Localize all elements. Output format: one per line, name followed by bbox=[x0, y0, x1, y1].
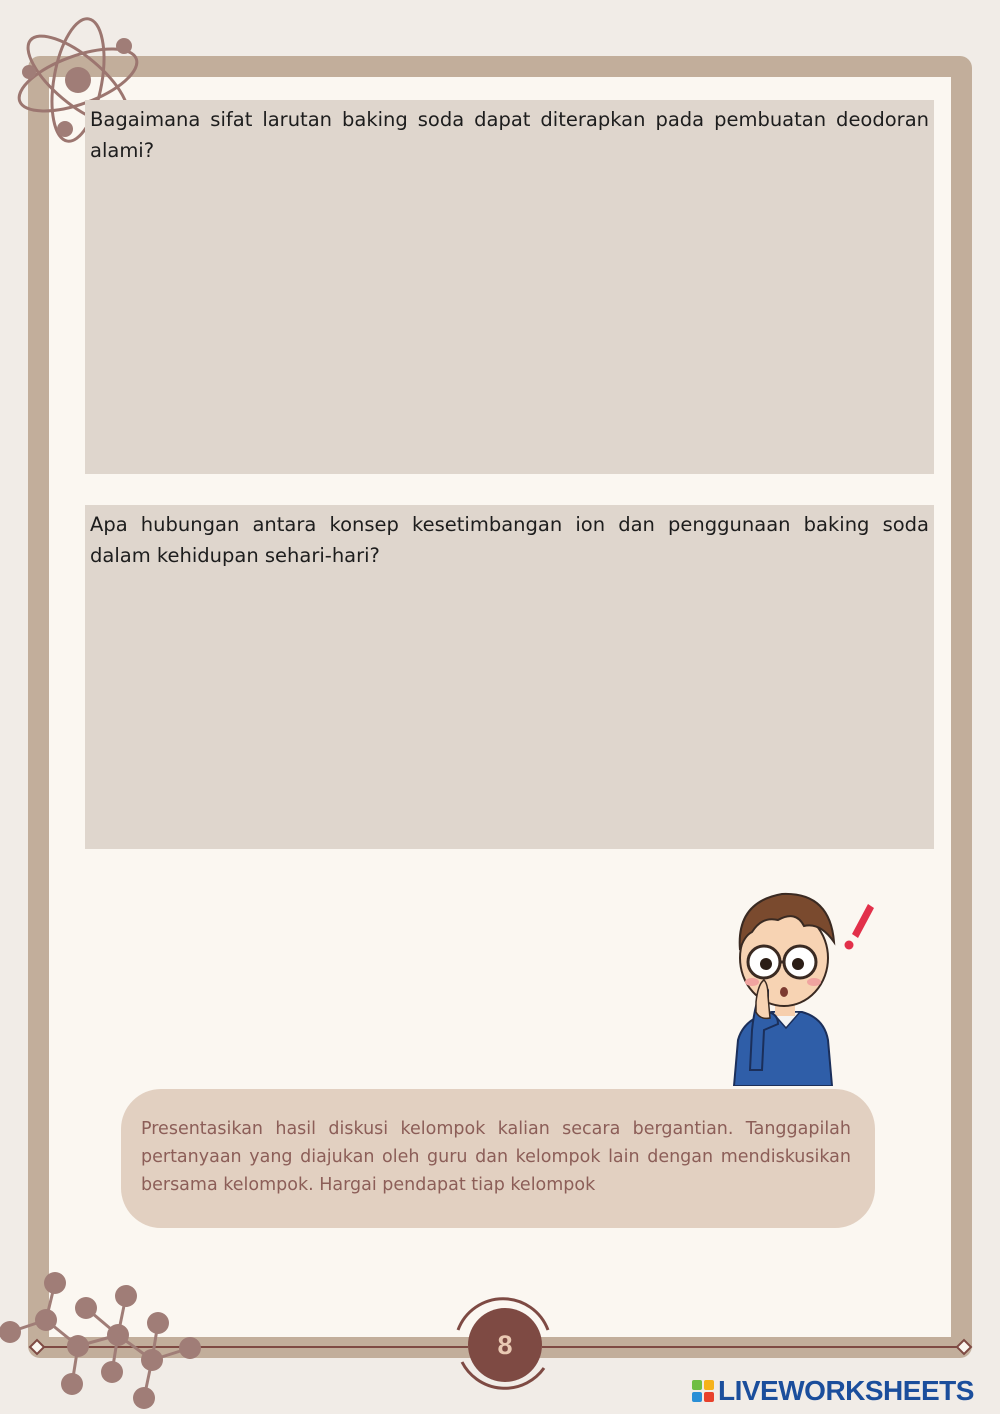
page-number: 8 bbox=[468, 1308, 542, 1382]
liveworksheets-logo-mark bbox=[692, 1380, 714, 1402]
exclamation-icon bbox=[838, 900, 878, 952]
molecule-icon bbox=[0, 1260, 220, 1414]
question-1: Bagaimana sifat larutan baking soda dapat diterapkan pada pembuatan deodoran alami? bbox=[90, 108, 929, 162]
instruction-text: Presentasikan hasil diskusi kelompok kalian secara bergantian. Tanggapilah pertanyaan yang diajukan oleh guru dan kelompok lain dengan mendiskusikan bersama kelompok. Hargai pendapat tiap kelompok bbox=[141, 1119, 851, 1195]
brand-text: LIVEWORKSHEETS bbox=[718, 1375, 974, 1406]
answer-box-1[interactable] bbox=[85, 100, 934, 474]
liveworksheets-logo[interactable] bbox=[692, 1375, 974, 1407]
question-2: Apa hubungan antara konsep kesetimbangan ion dan penggunaan baking soda dalam kehidupan sehari-hari? bbox=[90, 513, 929, 567]
instruction-box bbox=[121, 1089, 875, 1228]
answer-box-2[interactable] bbox=[85, 505, 934, 849]
